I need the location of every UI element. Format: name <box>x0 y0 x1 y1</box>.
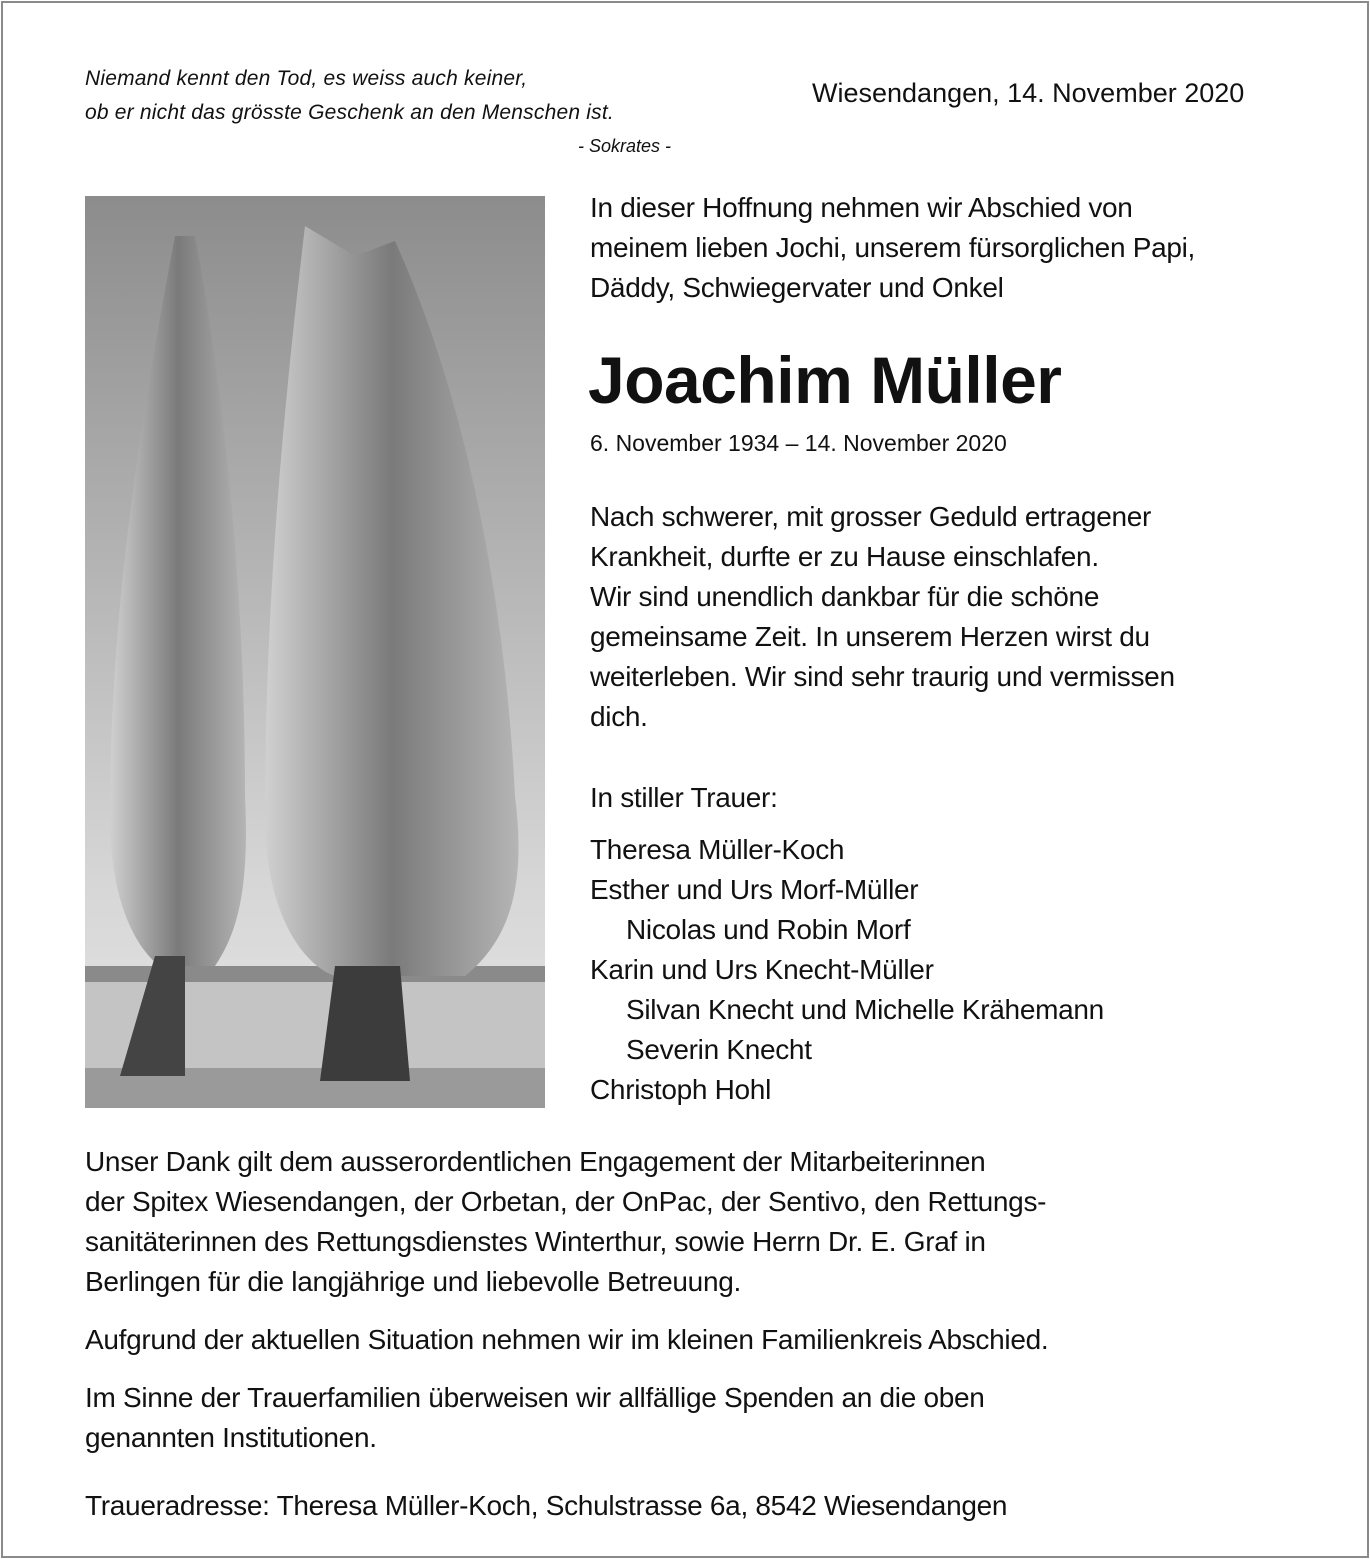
message-text <box>590 497 1175 737</box>
mourner: Karin und Urs Knecht-Müller <box>590 954 934 985</box>
thanks-text <box>85 1142 1046 1302</box>
thanks-line: der Spitex Wiesendangen, der Orbetan, der OnPac, der Sentivo, den Rettungs- <box>85 1186 1047 1217</box>
message-line: weiterleben. Wir sind sehr traurig und vermissen <box>590 661 1175 692</box>
mourner: Silvan Knecht und Michelle Krähemann <box>626 994 1104 1025</box>
message-line: Krankheit, durfte er zu Hause einschlafen. <box>590 541 1099 572</box>
mourner: Severin Knecht <box>626 1034 812 1065</box>
donations-line: Im Sinne der Trauerfamilien überweisen wir allfällige Spenden an die oben <box>85 1382 985 1413</box>
quote-line: ob er nicht das grösste Geschenk an den Menschen ist. <box>85 101 614 124</box>
mourner: Theresa Müller-Koch <box>590 834 845 865</box>
mourning-address: Traueradresse: Theresa Müller-Koch, Schulstrasse 6a, 8542 Wiesendangen <box>85 1490 1008 1521</box>
quote-author: - Sokrates - <box>578 136 672 156</box>
intro-line: In dieser Hoffnung nehmen wir Abschied von <box>590 192 1133 223</box>
message-line: Nach schwerer, mit grosser Geduld ertragener <box>590 501 1152 532</box>
intro-text <box>590 188 1195 308</box>
mourner: Christoph Hohl <box>590 1074 771 1105</box>
poplar-trees-photo <box>85 196 545 1108</box>
life-dates: 6. November 1934 – 14. November 2020 <box>590 430 1007 456</box>
donations-line: genannten Institutionen. <box>85 1422 377 1453</box>
thanks-line: Unser Dank gilt dem ausserordentlichen Engagement der Mitarbeiterinnen <box>85 1146 986 1177</box>
quote-line: Niemand kennt den Tod, es weiss auch keiner, <box>85 67 528 90</box>
message-line: gemeinsame Zeit. In unserem Herzen wirst du <box>590 621 1150 652</box>
mourner: Nicolas und Robin Morf <box>626 914 911 945</box>
intro-line: meinem lieben Jochi, unserem fürsorglichen Papi, <box>590 232 1196 263</box>
mourning-label: In stiller Trauer: <box>590 782 778 813</box>
mourners-list <box>590 830 1104 1110</box>
deceased-name: Joachim Müller <box>588 343 1062 417</box>
donations-text <box>85 1378 985 1458</box>
message-line: dich. <box>590 701 648 732</box>
mourner: Esther und Urs Morf-Müller <box>590 874 919 905</box>
thanks-line: Berlingen für die langjährige und liebevolle Betreuung. <box>85 1266 741 1297</box>
thanks-line: sanitäterinnen des Rettungsdienstes Winterthur, sowie Herrn Dr. E. Graf in <box>85 1226 986 1257</box>
place-date: Wiesendangen, 14. November 2020 <box>812 78 1245 108</box>
situation-text: Aufgrund der aktuellen Situation nehmen wir im kleinen Familienkreis Abschied. <box>85 1324 1049 1355</box>
intro-line: Däddy, Schwiegervater und Onkel <box>590 272 1004 303</box>
message-line: Wir sind unendlich dankbar für die schöne <box>590 581 1100 612</box>
quote <box>85 62 614 130</box>
